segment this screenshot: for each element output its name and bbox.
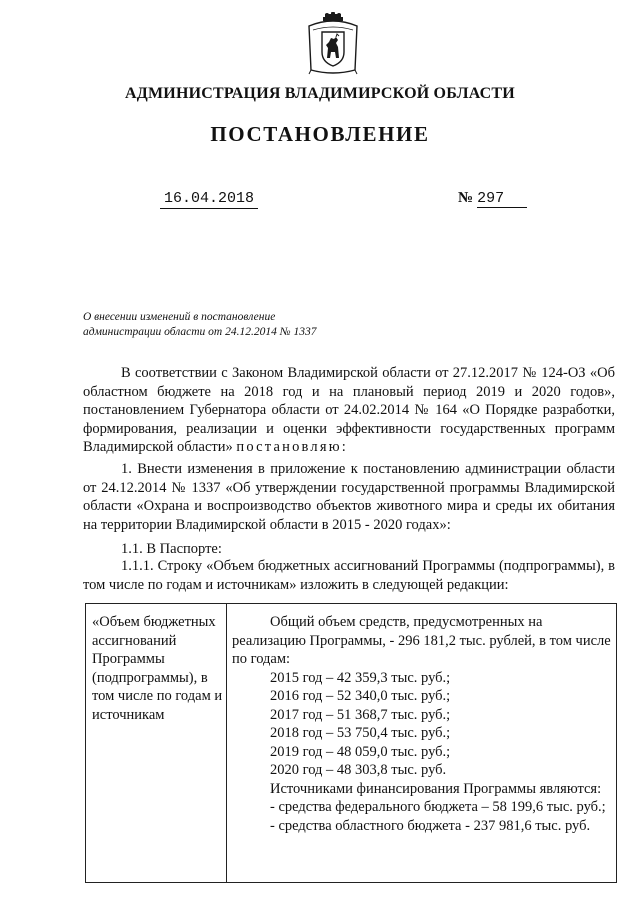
year-line: 2015 год – 42 359,3 тыс. руб.; xyxy=(270,669,451,686)
subject-line-1: О внесении изменений в постановление xyxy=(83,311,276,323)
document-number: 297 xyxy=(477,190,527,208)
document-date: 16.04.2018 xyxy=(160,190,258,209)
federal-budget-line: - средства федерального бюджета – 58 199,6 тыс. руб.; xyxy=(270,799,606,815)
total-funding-text: Общий объем средств, предусмотренных на реализацию Программы, - 296 181,2 тыс. рублей, в том числе по годам: xyxy=(232,614,611,667)
table-row-label: «Объем бюджетных ассигнований Программы (подпрограммы), в том числе по годам и источникам xyxy=(92,614,223,723)
year-line: 2019 год – 48 059,0 тыс. руб.; xyxy=(270,743,451,760)
table-column-divider xyxy=(226,604,227,882)
year-line: 2018 год – 53 750,4 тыс. руб.; xyxy=(270,725,451,741)
resolution-word: постановляю: xyxy=(236,439,348,455)
number-label: № xyxy=(458,190,474,206)
year-line: 2020 год – 48 303,8 тыс. руб. xyxy=(270,762,447,778)
regional-budget-line: - средства областного бюджета - 237 981,6 тыс. руб. xyxy=(270,817,591,834)
document-number-block xyxy=(458,190,527,208)
coat-of-arms-icon xyxy=(305,12,361,76)
item-1-paragraph: 1. Внести изменения в приложение к постановлению администрации области от 24.12.2014 № 1337 «Об утверждении государственной программы Владимирской области «Охрана и воспроизводство объектов животного мира и среды их обитания на территории Владимирской области в 2015 - 2020 годах»: xyxy=(83,461,615,533)
document-type-title: ПОСТАНОВЛЕНИЕ xyxy=(210,122,430,146)
preamble-text: В соответствии с Законом Владимирской области от 27.12.2017 № 124-ОЗ «Об областном бюджете на 2018 год и на плановый период 2019 и 2020 годов», постановлением Губернатора области от 24.02.2014 № 164 «О Порядке разработки, формирования, реализации и оценки эффективности государственных программ Владимирской области» xyxy=(83,365,615,455)
subject-line-2: администрации области от 24.12.2014 № 1337 xyxy=(83,326,317,338)
item-1-1-paragraph: 1.1. В Паспорте: xyxy=(121,541,222,557)
year-line: 2016 год – 52 340,0 тыс. руб.; xyxy=(270,688,451,704)
budget-table xyxy=(85,603,617,883)
organization-title: АДМИНИСТРАЦИЯ ВЛАДИМИРСКОЙ ОБЛАСТИ xyxy=(125,85,515,102)
table-row-value xyxy=(232,613,612,835)
funding-sources-intro: Источниками финансирования Программы являются: xyxy=(270,780,602,797)
item-1-1-1-paragraph: 1.1.1. Строку «Объем бюджетных ассигнований Программы (подпрограммы), в том числе по годам и источникам» изложить в следующей редакции: xyxy=(83,558,615,593)
document-subject xyxy=(83,310,316,340)
preamble-paragraph xyxy=(83,364,615,457)
year-line: 2017 год – 51 368,7 тыс. руб.; xyxy=(270,706,451,723)
